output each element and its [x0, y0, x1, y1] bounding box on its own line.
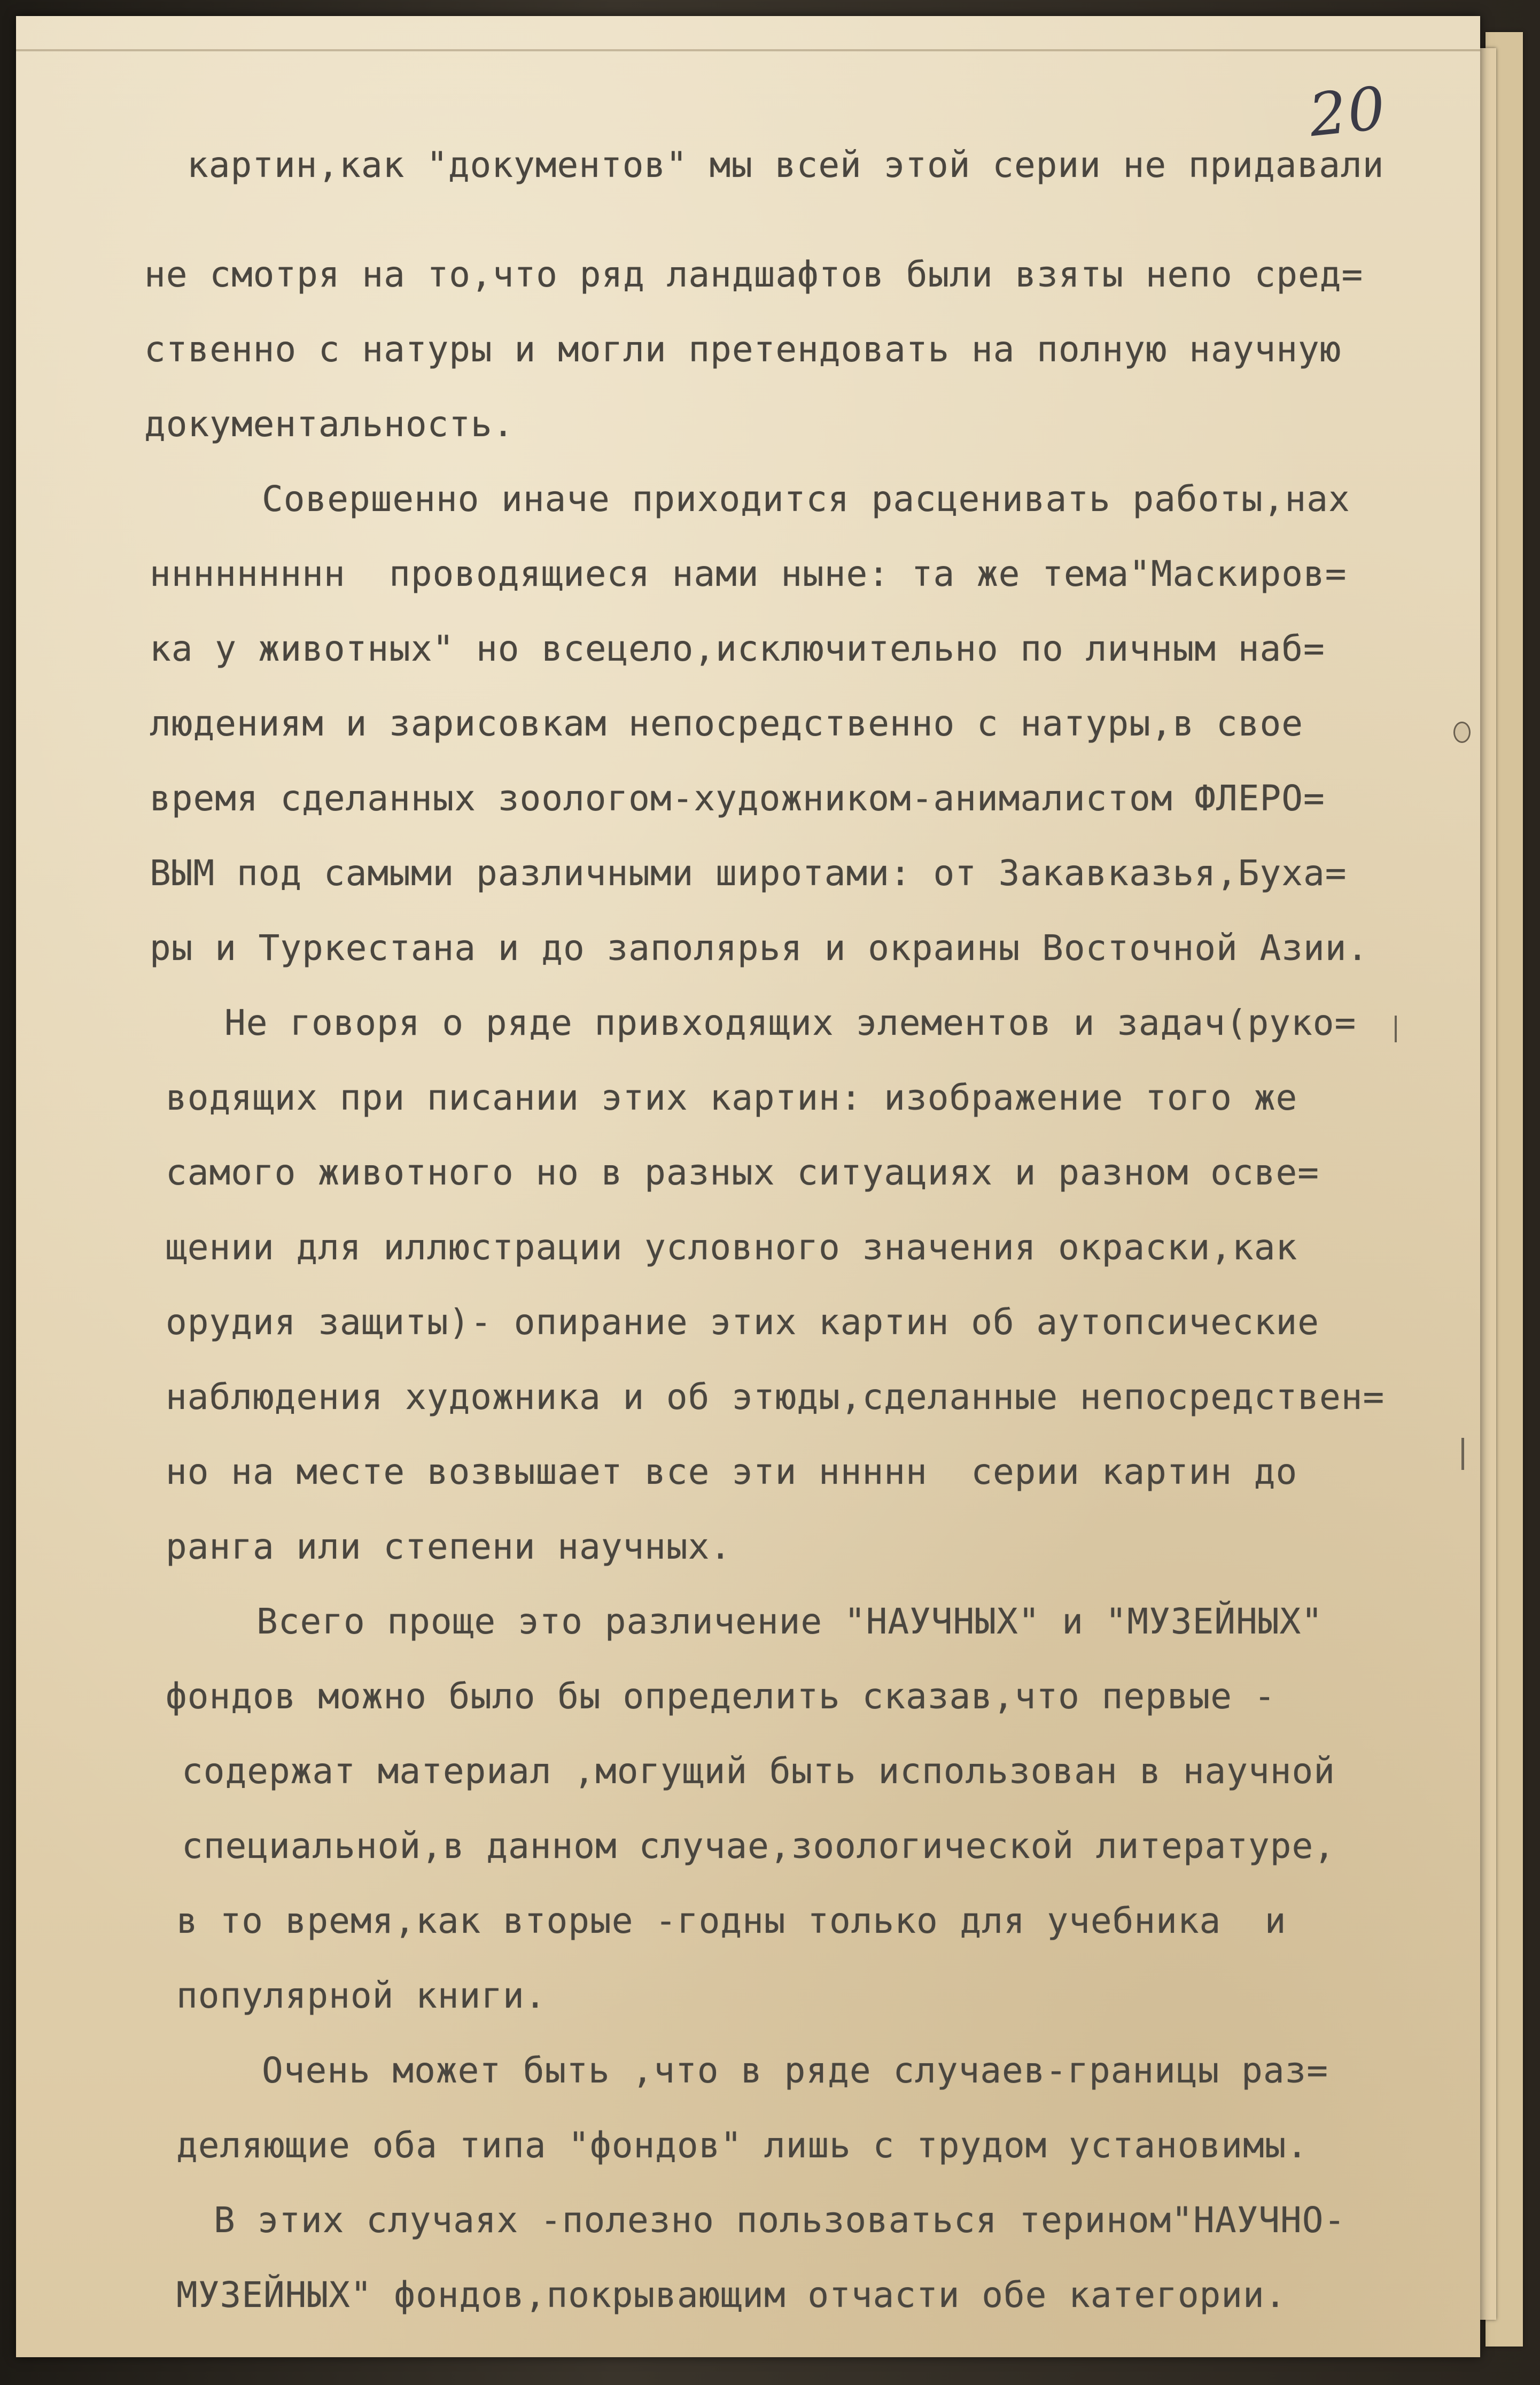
text-line: ранга или степени научных.: [166, 1526, 732, 1567]
text-line: документальность.: [144, 404, 515, 445]
text-line: Не говоря о ряде привходящих элементов и задач(руко=: [224, 1002, 1357, 1043]
text-line: наблюдения художника и об этюды,сделанные непосредствен=: [166, 1376, 1385, 1418]
text-line: не смотря на то,что ряд ландшафтов были взяты непо сред=: [144, 254, 1364, 295]
text-line: картин,как "документов" мы всей этой серии не придавали: [187, 144, 1385, 185]
text-line: популярной книги.: [176, 1975, 547, 2016]
text-line: ственно с натуры и могли претендовать на полную научную: [144, 329, 1342, 370]
text-line: В этих случаях -полезно пользоваться терином"НАУЧНО-: [214, 2200, 1346, 2241]
text-line: специальной,в данном случае,зоологической литературе,: [182, 1825, 1335, 1867]
handwritten-page-number: 20: [1305, 73, 1390, 150]
text-line: Очень может быть ,что в ряде случаев-границы раз=: [262, 2050, 1329, 2091]
text-line: ВЫМ под самыми различными широтами: от Закавказья,Буха=: [150, 853, 1347, 894]
text-line: в то время,как вторые -годны только для учебника и: [176, 1900, 1287, 1941]
text-line: щении для иллюстрации условного значения окраски,как: [166, 1227, 1298, 1268]
text-line: МУЗЕЙНЫХ" фондов,покрывающим отчасти обе категории.: [176, 2274, 1287, 2316]
text-line: орудия защиты)- опирание этих картин об аутопсические: [166, 1302, 1319, 1343]
text-line: фондов можно было бы определить сказав,что первые -: [166, 1676, 1276, 1717]
text-line: деляющие оба типа "фондов" лишь с трудом установимы.: [176, 2125, 1309, 2166]
text-line: людениям и зарисовкам непосредственно с натуры,в свое: [150, 703, 1303, 744]
text-line: водящих при писании этих картин: изображение того же: [166, 1077, 1298, 1118]
text-line: Совершенно иначе приходится расценивать работы,нах: [262, 478, 1350, 520]
text-line: Всего проще это различение "НАУЧНЫХ" и "МУЗЕЙНЫХ": [256, 1601, 1324, 1642]
text-line: время сделанных зоологом-художником-анималистом ФЛЕРО=: [150, 778, 1325, 819]
text-line: ка у животных" но всецело,исключительно по личным наб=: [150, 628, 1325, 669]
text-line: но на месте возвышает все эти ннннн серии картин до: [166, 1451, 1298, 1492]
text-line: ннннннннн проводящиеся нами ныне: та же тема"Маскиров=: [150, 553, 1347, 594]
typewritten-page: [16, 16, 1480, 2357]
text-line: самого животного но в разных ситуациях и разном осве=: [166, 1152, 1319, 1193]
text-line: содержат материал ,могущий быть использован в научной: [182, 1751, 1335, 1792]
text-line: ры и Туркестана и до заполярья и окраины Восточной Азии.: [150, 927, 1369, 969]
document-body: [16, 16, 1480, 2357]
